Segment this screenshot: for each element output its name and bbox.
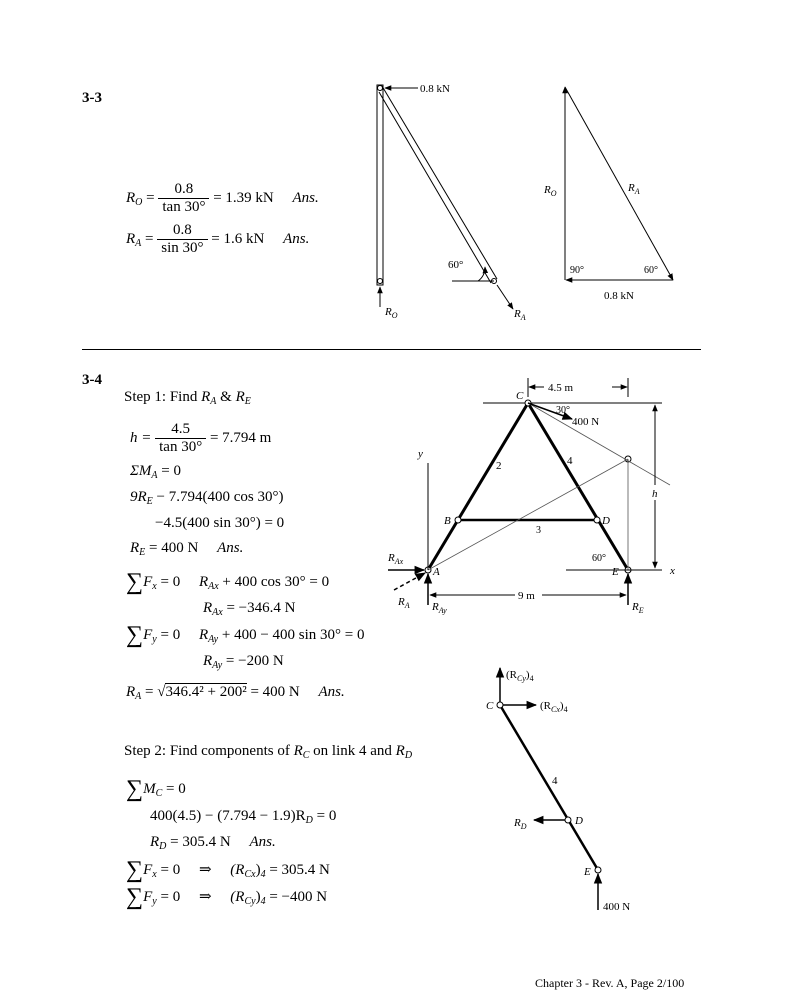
svg-text:400 N: 400 N xyxy=(572,416,600,428)
svg-text:D: D xyxy=(602,515,610,527)
page-footer: Chapter 3 - Rev. A, Page 2/100 xyxy=(535,976,685,990)
svg-text:(RCx)4: $(R_{Cx})_4$ xyxy=(540,700,568,714)
eq-moment-cont: −4.5(400 sin 30°) = 0 xyxy=(155,515,285,531)
eq-re: $R_E = 400$ N Ans. xyxy=(130,540,244,558)
svg-text:60°: 60° xyxy=(592,553,606,564)
svg-text:RAy: $R_{Ay}$ xyxy=(432,601,447,615)
svg-text:RA: $R_A$ xyxy=(628,182,640,196)
svg-text:E: E xyxy=(612,566,619,578)
svg-text:C: C xyxy=(486,700,494,712)
eq-fx2: $\sum F_x = 0$ ⇒ $(R_{Cx})_4 = 305.4$ N xyxy=(126,857,330,883)
svg-text:4.5 m: 4.5 m xyxy=(548,382,574,394)
svg-text:9 m: 9 m xyxy=(518,590,535,602)
section-divider xyxy=(82,349,701,350)
problem-number-3-4: 3-4 xyxy=(82,372,102,388)
eq-moment-c: $400(4.5) - (7.794 - 1.9)R_D = 0$ xyxy=(150,808,337,826)
step1-heading: Step 1: Find $R_A$ & $R_E$ xyxy=(124,389,251,407)
svg-text:C: C xyxy=(516,390,524,402)
eq-sum-fy: $\sum F_y = 0$ $R_{Ay} + 400 - 400$ sin 30° = 0 xyxy=(126,622,365,648)
svg-text:RA: $R_A$ xyxy=(514,308,526,322)
svg-text:RO: $R_O$ xyxy=(385,306,398,320)
svg-text:RAx: $R_{Ax}$ xyxy=(388,552,404,566)
svg-text:400 N: 400 N xyxy=(603,901,631,913)
svg-text:60°: 60° xyxy=(644,265,658,276)
problem-number-3-3: 3-3 xyxy=(82,90,102,106)
truss-diagram xyxy=(380,375,690,625)
eq-h: h = $\frac{4.5}{\tan 30^\circ}$ = 7.794 m xyxy=(130,421,272,455)
svg-text:2: 2 xyxy=(496,460,502,472)
eq-ro: $R_O$ = $\frac{0.8}{\tan 30^\circ}$ = 1.39 kN Ans. xyxy=(126,181,319,215)
force-triangle-3-3 xyxy=(540,75,700,310)
eq-ra-final: $R_A = √346.4^2 + 200^2 = 400$ N Ans. xyxy=(126,684,345,702)
svg-text:D: D xyxy=(575,815,583,827)
force-label: 0.8 kN xyxy=(420,83,450,95)
svg-text:B: B xyxy=(444,515,451,527)
eq-fy2: $\sum F_y = 0$ ⇒ $(R_{Cy})_4 = -400$ N xyxy=(126,884,328,910)
svg-text:E: E xyxy=(584,866,591,878)
svg-text:RA: $R_A$ xyxy=(398,596,410,610)
svg-text:4: 4 xyxy=(552,775,558,787)
eq-sum-mc: $\sum M_C = 0$ xyxy=(126,776,186,802)
eq-sum-fx: $\sum F_x = 0$ $R_{Ax} + 400$ cos 30° = 0 xyxy=(126,569,330,595)
vertical-link xyxy=(377,85,383,285)
eq-rd: $R_D = 305.4$ N Ans. xyxy=(150,834,276,852)
svg-text:h: h xyxy=(652,488,658,500)
svg-text:0.8 kN: 0.8 kN xyxy=(604,290,634,302)
angle-label: 60° xyxy=(448,259,464,271)
svg-text:90°: 90° xyxy=(570,265,584,276)
svg-text:3: 3 xyxy=(536,525,541,536)
svg-text:A: A xyxy=(433,566,440,578)
svg-text:30°: 30° xyxy=(556,405,570,416)
svg-text:4: 4 xyxy=(567,455,573,467)
eq-ra: $R_A$ = $\frac{0.8}{\sin 30^\circ}$ = 1.6 kN Ans. xyxy=(126,222,310,256)
link4-fbd xyxy=(470,660,660,920)
step2-heading: Step 2: Find components of $R_C$ on link 4 and $R_D$ xyxy=(124,743,413,761)
eq-rax: $R_{Ax} = -346.4$ N xyxy=(203,600,296,618)
svg-text:(RCy)4: $(R_{Cy})_4$ xyxy=(506,669,534,683)
svg-text:x: x xyxy=(670,565,675,577)
svg-text:RD: $R_D$ xyxy=(514,817,527,831)
eq-moment: $9R_E - 7.794(400$ cos 30°) xyxy=(130,489,284,507)
eq-sum-ma: $\Sigma M_A = 0$ xyxy=(130,463,181,481)
svg-text:RO: $R_O$ xyxy=(544,184,557,198)
fbd-3-3 xyxy=(360,75,540,325)
eq-ray: $R_{Ay} = -200$ N xyxy=(203,653,284,671)
svg-text:RE: $R_E$ xyxy=(632,601,644,615)
svg-text:y: y xyxy=(418,448,423,460)
